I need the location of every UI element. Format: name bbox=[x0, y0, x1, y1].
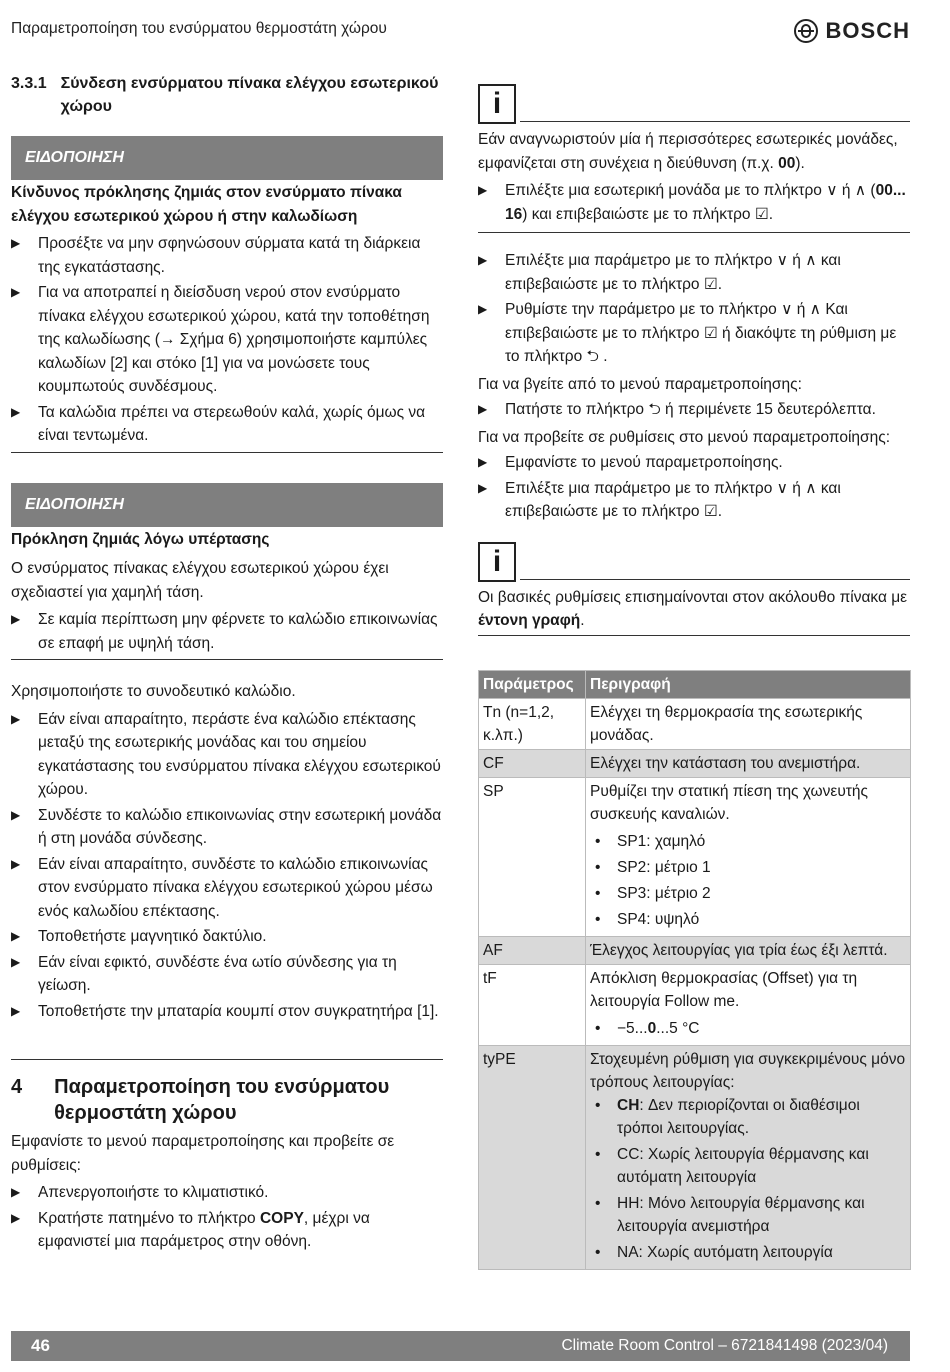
list-item: ▶ Προσέξτε να μην σφηνώσουν σύρματα κατά τη διάρκεια της εγκατάστασης. bbox=[11, 232, 443, 279]
desc-cell: Στοχευμένη ρύθμιση για συγκεκριμένους μόνο τρόπους λειτουργίας: • CH: Δεν περιορίζονται οι διαθέσιμοι τρόποι λειτουργίας. • CC: Χωρίς λειτουργία θέρμανσης και αυτόματη λειτουργία • HH: Μόνο λειτουργία θέρμανσης και λειτουργία ανεμιστήρα • NA: Χωρίς αυτόματη λειτουργία bbox=[586, 1045, 911, 1269]
bosch-logo bbox=[794, 18, 910, 44]
table-header: Περιγραφή bbox=[586, 670, 911, 698]
info-icon: i bbox=[478, 542, 516, 582]
settings-intro: Για να προβείτε σε ρυθμίσεις στο μενού παραμετροποίησης: bbox=[478, 428, 891, 446]
notice-block-1 bbox=[11, 136, 443, 453]
desc-cell: Ελέγχει την κατάσταση του ανεμιστήρα. bbox=[586, 749, 911, 777]
info-text: Οι βασικές ρυθμίσεις επισημαίνονται στον ακόλουθο πίνακα με έντονη γραφή. bbox=[478, 586, 910, 636]
chapter-title: Παραμετροποίηση του ενσύρματου θερμοστάτη χώρου bbox=[54, 1076, 390, 1124]
page-footer bbox=[11, 1331, 910, 1361]
list-item: ▶ Απενεργοποιήστε το κλιματιστικό. bbox=[11, 1181, 443, 1205]
notice-list bbox=[11, 232, 443, 448]
table-row bbox=[479, 1045, 911, 1269]
brand-name: BOSCH bbox=[825, 18, 910, 43]
desc-cell: Ελέγχει τη θερμοκρασία της εσωτερικής μονάδας. bbox=[586, 698, 911, 749]
left-column bbox=[11, 72, 443, 1256]
table-header-row bbox=[479, 670, 911, 698]
list-item: • −5...0...5 °C bbox=[590, 1017, 906, 1040]
footer-text: Climate Room Control – 6721841498 (2023/04) bbox=[561, 1337, 888, 1354]
exit-steps bbox=[478, 398, 910, 422]
list-item: ▶ Ρυθμίστε την παράμετρο με το πλήκτρο ∨ ή ∧ Και επιβεβαιώστε με το πλήκτρο ☑ ή διακόψτε τη ρύθμιση με το πλήκτρο ⮌ . bbox=[478, 298, 910, 369]
desc-cell: Ρυθμίζει την στατική πίεση της χωνευτής συσκευής καναλιών. • SP1: χαμηλό • SP2: μέτριο 1 • SP3: μέτριο 2 • SP4: υψηλό bbox=[586, 777, 911, 936]
desc-cell: Απόκλιση θερμοκρασίας (Offset) για τη λειτουργία Follow me. • −5...0...5 °C bbox=[586, 964, 911, 1045]
list-item: ▶ Εάν είναι απαραίτητο, περάστε ένα καλώδιο επέκτασης μεταξύ της εσωτερικής μονάδας και του σημείου εγκατάστασης του ενσύρματου πίνακα ελέγχου εσωτερικού χώρου. bbox=[11, 708, 443, 802]
section-title: Σύνδεση ενσύρματου πίνακα ελέγχου εσωτερικού χώρου bbox=[60, 75, 439, 115]
settings-steps bbox=[478, 451, 910, 524]
list-item: ▶ Τοποθετήστε μαγνητικό δακτύλιο. bbox=[11, 925, 443, 949]
list-item: ▶ Εμφανίστε το μενού παραμετροποίησης. bbox=[478, 451, 910, 475]
section-heading bbox=[11, 72, 443, 118]
list-item: • CC: Χωρίς λειτουργία θέρμανσης και αυτόματη λειτουργία bbox=[590, 1143, 906, 1189]
list-item: • SP3: μέτριο 2 bbox=[590, 882, 906, 905]
info-header bbox=[478, 542, 910, 582]
list-item: • SP1: χαμηλό bbox=[590, 830, 906, 853]
page-number: 46 bbox=[31, 1336, 50, 1355]
list-item: ▶ Επιλέξτε μια παράμετρο με το πλήκτρο ∨ ή ∧ και επιβεβαιώστε με το πλήκτρο ☑. bbox=[478, 477, 910, 524]
param-cell: Tn (n=1,2, κ.λπ.) bbox=[479, 698, 586, 749]
list-item: ▶ Επιλέξτε μια εσωτερική μονάδα με το πλήκτρο ∨ ή ∧ (00... 16) και επιβεβαιώστε με το πλήκτρο ☑. bbox=[478, 179, 910, 226]
chapter-heading bbox=[11, 1074, 443, 1126]
table-row bbox=[479, 964, 911, 1045]
parameter-steps bbox=[478, 249, 910, 369]
list-item: ▶ Τα καλώδια πρέπει να στερεωθούν καλά, χωρίς όμως να είναι τεντωμένα. bbox=[11, 401, 443, 448]
chapter-number: 4 bbox=[11, 1076, 23, 1098]
info-icon: i bbox=[478, 84, 516, 124]
bosch-armature-icon bbox=[794, 19, 818, 43]
parameter-table bbox=[478, 670, 911, 1270]
list-item: ▶ Πατήστε το πλήκτρο ⮌ ή περιμένετε 15 δευτερόλεπτα. bbox=[478, 398, 910, 422]
info-header bbox=[478, 84, 910, 124]
param-cell: AF bbox=[479, 936, 586, 964]
table-row bbox=[479, 749, 911, 777]
section-4 bbox=[11, 1059, 443, 1254]
param-cell: SP bbox=[479, 777, 586, 936]
list-item: ▶ Σε καμία περίπτωση μην φέρνετε το καλώδιο επικοινωνίας σε επαφή με υψηλή τάση. bbox=[11, 608, 443, 655]
list-item: ▶ Εάν είναι εφικτό, συνδέστε ένα ωτίο σύνδεσης για τη γείωση. bbox=[11, 951, 443, 998]
info-text: Εάν αναγνωριστούν μία ή περισσότερες εσωτερικές μονάδες, εμφανίζεται στη συνέχεια η διεύθυνση (π.χ. 00). bbox=[478, 131, 898, 172]
list-item: ▶ Επιλέξτε μια παράμετρο με το πλήκτρο ∨ ή ∧ και επιβεβαιώστε με το πλήκτρο ☑. bbox=[478, 249, 910, 296]
list-item: ▶ Εάν είναι απαραίτητο, συνδέστε το καλώδιο επικοινωνίας στον ενσύρματο πίνακα ελέγχου εσωτερικού χώρου μέσω ενός καλωδίου επέκτασης. bbox=[11, 853, 443, 924]
table-row bbox=[479, 936, 911, 964]
param-cell: CF bbox=[479, 749, 586, 777]
list-item: ▶ Τοποθετήστε την μπαταρία κουμπί στον συγκρατητήρα [1]. bbox=[11, 1000, 443, 1024]
desc-cell: Έλεγχος λειτουργίας για τρία έως έξι λεπτά. bbox=[586, 936, 911, 964]
list-item: ▶ Κρατήστε πατημένο το πλήκτρο COPY, μέχρι να εμφανιστεί μια παράμετρος στην οθόνη. bbox=[11, 1207, 443, 1254]
chapter-steps bbox=[11, 1181, 443, 1254]
right-column bbox=[478, 84, 910, 1270]
list-item: • CH: Δεν περιορίζονται οι διαθέσιμοι τρόποι λειτουργίας. bbox=[590, 1094, 906, 1140]
notice-block-2 bbox=[11, 483, 443, 661]
list-item: • SP4: υψηλό bbox=[590, 908, 906, 931]
notice-label: ΕΙΔΟΠΟΙΗΣΗ bbox=[11, 136, 443, 180]
list-item: ▶ Συνδέστε το καλώδιο επικοινωνίας στην εσωτερική μονάδα ή στη μονάδα σύνδεσης. bbox=[11, 804, 443, 851]
list-item: • HH: Μόνο λειτουργία θέρμανσης και λειτουργία ανεμιστήρα bbox=[590, 1192, 906, 1238]
installation-steps bbox=[11, 708, 443, 1024]
running-header: Παραμετροποίηση του ενσύρματου θερμοστάτη χώρου bbox=[11, 20, 387, 37]
notice-title: Κίνδυνος πρόκλησης ζημιάς στον ενσύρματο πίνακα ελέγχου εσωτερικού χώρου ή στην καλωδίωση bbox=[11, 184, 402, 225]
list-item: • NA: Χωρίς αυτόματη λειτουργία bbox=[590, 1241, 906, 1264]
intro-text: Χρησιμοποιήστε το συνοδευτικό καλώδιο. bbox=[11, 683, 296, 700]
section-number: 3.3.1 bbox=[11, 75, 47, 92]
param-cell: tF bbox=[479, 964, 586, 1045]
notice-list bbox=[11, 608, 443, 655]
exit-intro: Για να βγείτε από το μενού παραμετροποίησης: bbox=[478, 375, 802, 393]
notice-label: ΕΙΔΟΠΟΙΗΣΗ bbox=[11, 483, 443, 527]
param-cell: tyPE bbox=[479, 1045, 586, 1269]
table-header: Παράμετρος bbox=[479, 670, 586, 698]
chapter-intro: Εμφανίστε το μενού παραμετροποίησης και προβείτε σε ρυθμίσεις: bbox=[11, 1133, 395, 1174]
table-row bbox=[479, 698, 911, 749]
notice-text: Ο ενσύρματος πίνακας ελέγχου εσωτερικού χώρου έχει σχεδιαστεί για χαμηλή τάση. bbox=[11, 560, 389, 601]
list-item: ▶ Για να αποτραπεί η διείσδυση νερού στον ενσύρματο πίνακα ελέγχου εσωτερικού χώρου, κατά την τοποθέτηση της καλωδίωσης (→ Σχήμα 6) χρησιμοποιήστε καμπύλες καλωδίων [2] και στόκο [1] για να μονώσετε τους κουμπωτούς συνδέσμους. bbox=[11, 281, 443, 399]
list-item: • SP2: μέτριο 1 bbox=[590, 856, 906, 879]
notice-title: Πρόκληση ζημιάς λόγω υπέρτασης bbox=[11, 530, 270, 548]
info-steps bbox=[478, 179, 910, 233]
table-row bbox=[479, 777, 911, 936]
